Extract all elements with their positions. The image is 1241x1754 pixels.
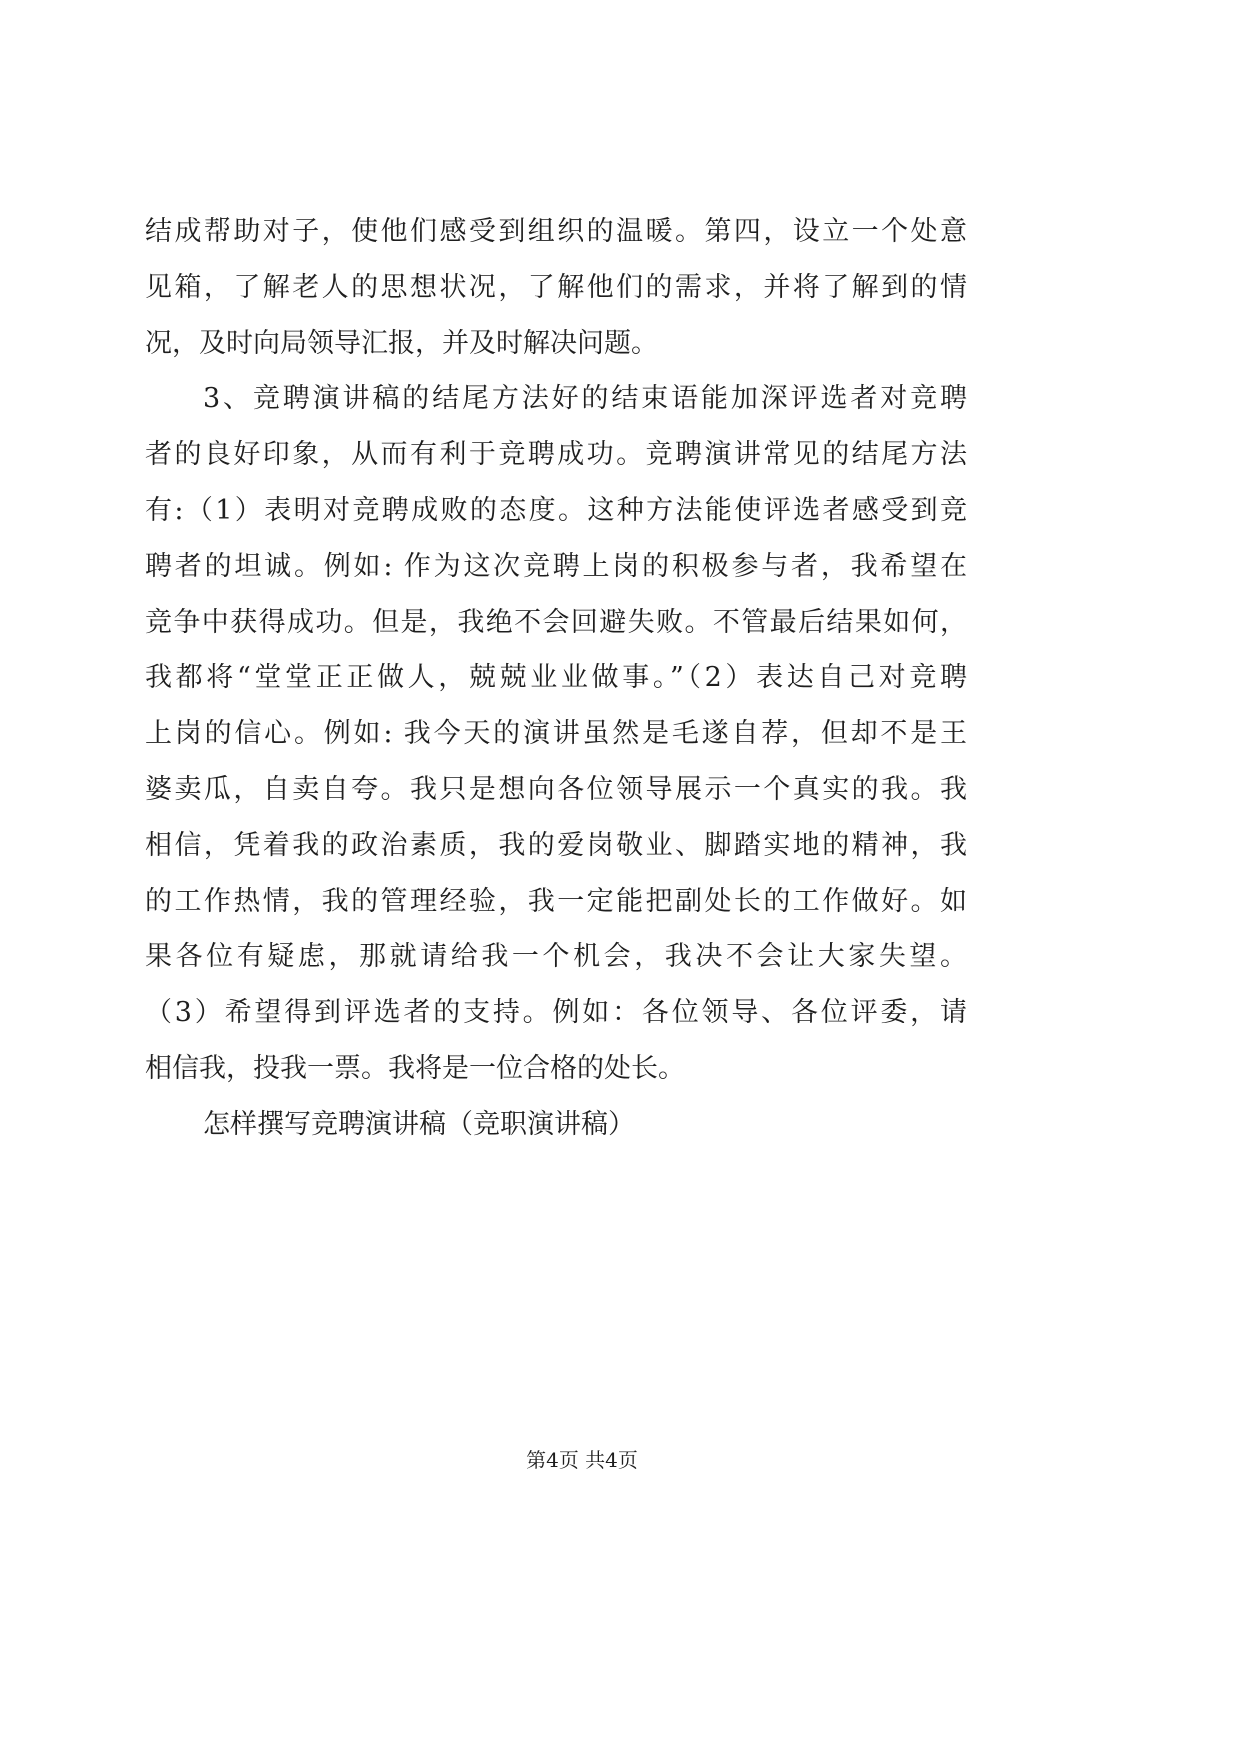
text-line: 相信我，投我一票。我将是一位合格的处长。 xyxy=(145,1052,685,1084)
text-line: 的工作热情，我的管理经验，我一定能把副处长的工作做好。如 xyxy=(145,885,967,917)
page-number-footer: 第4页 共4页 xyxy=(526,1448,638,1472)
paragraph xyxy=(145,1097,967,1153)
paragraph xyxy=(145,371,967,1096)
text-line: 结成帮助对子，使他们感受到组织的温暖。第四，设立一个处意 xyxy=(145,216,967,247)
text-line: 相信，凭着我的政治素质，我的爱岗敬业、脚踏实地的精神，我 xyxy=(145,829,967,861)
text-line: 竞争中获得成功。但是，我绝不会回避失败。不管最后结果如何， xyxy=(145,606,967,638)
text-line: 况，及时向局领导汇报，并及时解决问题。 xyxy=(145,327,658,359)
text-line: 上岗的信心。例如: 我今天的演讲虽然是毛遂自荐，但却不是王 xyxy=(145,718,967,750)
text-line: 婆卖瓜，自卖自夸。我只是想向各位领导展示一个真实的我。我 xyxy=(145,773,967,805)
paragraph xyxy=(145,204,967,371)
text-line: 3、竞聘演讲稿的结尾方法好的结束语能加深评选者对竞聘 xyxy=(203,383,967,415)
text-line: 果各位有疑虑，那就请给我一个机会，我决不会让大家失望。 xyxy=(145,941,967,973)
text-line: 怎样撰写竞聘演讲稿（竞职演讲稿） xyxy=(203,1108,635,1140)
text-line: （3）希望得到评选者的支持。例如：各位领导、各位评委，请 xyxy=(145,997,967,1029)
text-line: 聘者的坦诚。例如: 作为这次竞聘上岗的积极参与者，我希望在 xyxy=(145,550,967,582)
text-line: 有:（1）表明对竞聘成败的态度。这种方法能使评选者感受到竞 xyxy=(145,494,967,526)
text-line: 我都将“堂堂正正做人，兢兢业业做事。”（2）表达自己对竞聘 xyxy=(145,662,967,694)
document-body xyxy=(145,204,967,1153)
text-line: 者的良好印象，从而有利于竞聘成功。竞聘演讲常见的结尾方法 xyxy=(145,439,967,471)
text-line: 见箱，了解老人的思想状况，了解他们的需求，并将了解到的情 xyxy=(145,271,967,303)
